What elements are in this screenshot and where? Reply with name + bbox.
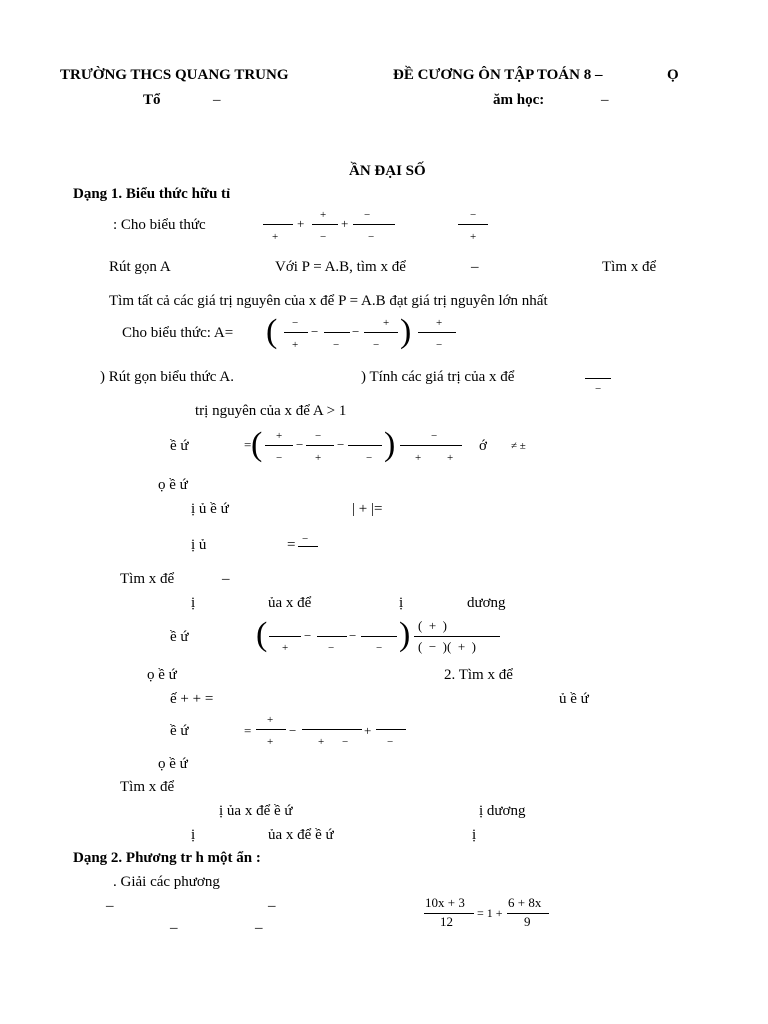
formula-symbol: − bbox=[431, 430, 438, 442]
dang2-dash-d: – bbox=[255, 920, 263, 936]
dang1-line2c: – bbox=[471, 259, 479, 275]
dang1-line12b: ủa x để bbox=[268, 595, 312, 611]
dang1-line1: : Cho biểu thức bbox=[113, 217, 206, 233]
formula-symbol: − bbox=[595, 383, 602, 395]
dang1-line12d: dương bbox=[467, 595, 506, 611]
formula-symbol: − bbox=[292, 317, 299, 329]
dang1-line7a: ề ứ bbox=[170, 438, 189, 454]
equation-middle: = 1 + bbox=[477, 906, 503, 920]
formula-symbol: − bbox=[302, 533, 309, 545]
equation-denominator-1: 12 bbox=[440, 914, 453, 929]
group-label: Tổ bbox=[143, 92, 161, 108]
formula-symbol: − bbox=[337, 437, 345, 452]
formula-symbol: + bbox=[292, 339, 299, 351]
formula-symbol: − bbox=[304, 628, 312, 643]
formula-symbol: + bbox=[341, 216, 349, 231]
dang2-title: Dạng 2. Phương tr h một ẩn : bbox=[73, 850, 261, 866]
formula-symbol: − bbox=[333, 339, 340, 351]
dang1-line14a: ọ ề ứ bbox=[147, 667, 177, 683]
formula-symbol: − bbox=[311, 324, 319, 339]
dang1-line17: ọ ề ứ bbox=[158, 756, 188, 772]
school-name: TRƯỜNG THCS QUANG TRUNG bbox=[60, 67, 289, 83]
dang1-line6: trị nguyên của x để A > 1 bbox=[195, 403, 347, 419]
formula-symbol: + bbox=[320, 209, 327, 221]
dang2-dash-c: – bbox=[170, 920, 178, 936]
equation-denominator-2: 9 bbox=[524, 914, 531, 929]
fraction-bar bbox=[324, 332, 350, 333]
formula-symbol: − bbox=[289, 723, 297, 738]
formula-symbol: − bbox=[342, 736, 349, 748]
formula-symbol: ( bbox=[256, 616, 268, 653]
formula-symbol: + bbox=[318, 736, 325, 748]
school-year-label: ăm học: bbox=[493, 92, 545, 108]
formula-symbol: − bbox=[366, 452, 373, 464]
fraction-bar bbox=[353, 224, 395, 225]
formula-symbol: − bbox=[373, 339, 380, 351]
dang1-line9b: | + |= bbox=[352, 501, 383, 517]
dang1-line5a: ) Rút gọn biểu thức A. bbox=[100, 369, 234, 385]
formula-symbol: + bbox=[297, 216, 305, 231]
fraction-bar bbox=[361, 636, 397, 637]
dang1-line14b: 2. Tìm x để bbox=[444, 667, 513, 683]
equation-numerator-2: 6 + 8x bbox=[508, 895, 542, 910]
dang1-line15b: ủ ề ứ bbox=[559, 691, 589, 707]
formula-symbol: − bbox=[376, 642, 383, 654]
fraction-bar bbox=[414, 636, 500, 637]
fraction-bar bbox=[312, 224, 338, 225]
dang1-line2b: Với P = A.B, tìm x để bbox=[275, 259, 406, 275]
formula-symbol: − bbox=[349, 628, 357, 643]
fraction-bar bbox=[302, 729, 362, 730]
dang1-line7c: ≠ ± bbox=[511, 440, 526, 452]
fraction-bar bbox=[263, 224, 293, 225]
dang1-line20a: ị bbox=[191, 827, 196, 843]
formula-symbol: ( − )( + ) bbox=[418, 639, 476, 654]
formula-symbol: + bbox=[436, 317, 443, 329]
fraction-bar bbox=[298, 546, 318, 547]
document-title: ĐỀ CƯƠNG ÔN TẬP TOÁN 8 – bbox=[393, 67, 603, 83]
dang1-title: Dạng 1. Biểu thức hữu tỉ bbox=[73, 186, 231, 202]
formula-symbol: + bbox=[364, 723, 372, 738]
formula-symbol: = bbox=[244, 723, 252, 738]
document-title-end: Ọ bbox=[667, 67, 679, 83]
dang1-line5b: ) Tính các giá trị của x để bbox=[361, 369, 515, 385]
formula-symbol: + bbox=[272, 231, 279, 243]
formula-symbol: ( bbox=[266, 313, 278, 350]
dang1-line12a: ị bbox=[191, 595, 196, 611]
dang1-line10a: ị ủ bbox=[191, 537, 207, 553]
dang1-line7b: ớ bbox=[479, 438, 487, 454]
formula-symbol: ) bbox=[399, 616, 411, 653]
dang1-line20c: ị bbox=[472, 827, 477, 843]
formula-symbol: ( bbox=[251, 426, 263, 463]
fraction-bar bbox=[364, 332, 398, 333]
school-year-dash: – bbox=[601, 92, 609, 108]
dang1-line11b: – bbox=[222, 571, 230, 587]
dang1-line9a: ị ủ ề ứ bbox=[191, 501, 229, 517]
formula-symbol: − bbox=[364, 209, 371, 221]
dang1-line11a: Tìm x để bbox=[120, 571, 175, 587]
dang1-line19a: ị ủa x để ề ứ bbox=[219, 803, 293, 819]
dang2-dash-b: – bbox=[268, 898, 276, 914]
formula-symbol: + bbox=[315, 452, 322, 464]
formula-symbol: − bbox=[320, 231, 327, 243]
dang1-line2d: Tìm x để bbox=[602, 259, 657, 275]
fraction-bar bbox=[376, 729, 406, 730]
formula-symbol: = bbox=[244, 437, 252, 452]
dang1-line13: ề ứ bbox=[170, 629, 189, 645]
dang1-line3: Tìm tất cả các giá trị nguyên của x để P = A.B đạt giá trị nguyên lớn nhất bbox=[109, 293, 548, 309]
fraction-bar bbox=[418, 332, 456, 333]
dang1-line16: ề ứ bbox=[170, 723, 189, 739]
fraction-bar bbox=[317, 636, 347, 637]
formula-symbol: − bbox=[352, 324, 360, 339]
fraction-bar bbox=[256, 729, 286, 730]
formula-symbol: + bbox=[282, 642, 289, 654]
dang1-line8: ọ ề ứ bbox=[158, 477, 188, 493]
formula-symbol: − bbox=[315, 430, 322, 442]
formula-symbol: + bbox=[267, 714, 274, 726]
fraction-bar bbox=[284, 332, 308, 333]
formula-symbol: + bbox=[276, 430, 283, 442]
dang1-line19b: ị dương bbox=[479, 803, 526, 819]
dang1-line18: Tìm x để bbox=[120, 779, 175, 795]
section-title: ẦN ĐẠI SỐ bbox=[349, 163, 426, 179]
formula-symbol: − bbox=[387, 736, 394, 748]
formula-symbol: + bbox=[470, 231, 477, 243]
formula-symbol: ) bbox=[384, 426, 396, 463]
fraction-bar bbox=[458, 224, 488, 225]
dang1-line2a: Rút gọn A bbox=[109, 259, 171, 275]
group-dash: – bbox=[213, 92, 221, 108]
fraction-bar bbox=[306, 445, 334, 446]
fraction-bar bbox=[348, 445, 382, 446]
formula-symbol: − bbox=[296, 437, 304, 452]
dang1-line4: Cho biểu thức: A= bbox=[122, 325, 234, 341]
formula-symbol: + bbox=[383, 317, 390, 329]
fraction-bar bbox=[265, 445, 293, 446]
formula-symbol: − bbox=[276, 452, 283, 464]
formula-symbol: + bbox=[447, 452, 454, 464]
formula-symbol: − bbox=[436, 339, 443, 351]
formula-symbol: − bbox=[328, 642, 335, 654]
equation-numerator-1: 10x + 3 bbox=[425, 895, 465, 910]
fraction-bar bbox=[585, 378, 611, 379]
formula-symbol: ) bbox=[400, 313, 412, 350]
dang2-line1: . Giải các phương bbox=[113, 874, 220, 890]
dang1-line15a: ế + + = bbox=[170, 691, 214, 707]
dang2-dash-a: – bbox=[106, 898, 114, 914]
dang1-line12c: ị bbox=[399, 595, 404, 611]
formula-symbol: − bbox=[470, 209, 477, 221]
formula-symbol: ( + ) bbox=[418, 618, 447, 633]
dang1-line10b: = bbox=[287, 537, 296, 553]
fraction-bar bbox=[269, 636, 301, 637]
dang1-line20b: ủa x để ề ứ bbox=[268, 827, 334, 843]
formula-symbol: + bbox=[267, 736, 274, 748]
formula-symbol: − bbox=[368, 231, 375, 243]
fraction-bar bbox=[400, 445, 462, 446]
formula-symbol: + bbox=[415, 452, 422, 464]
